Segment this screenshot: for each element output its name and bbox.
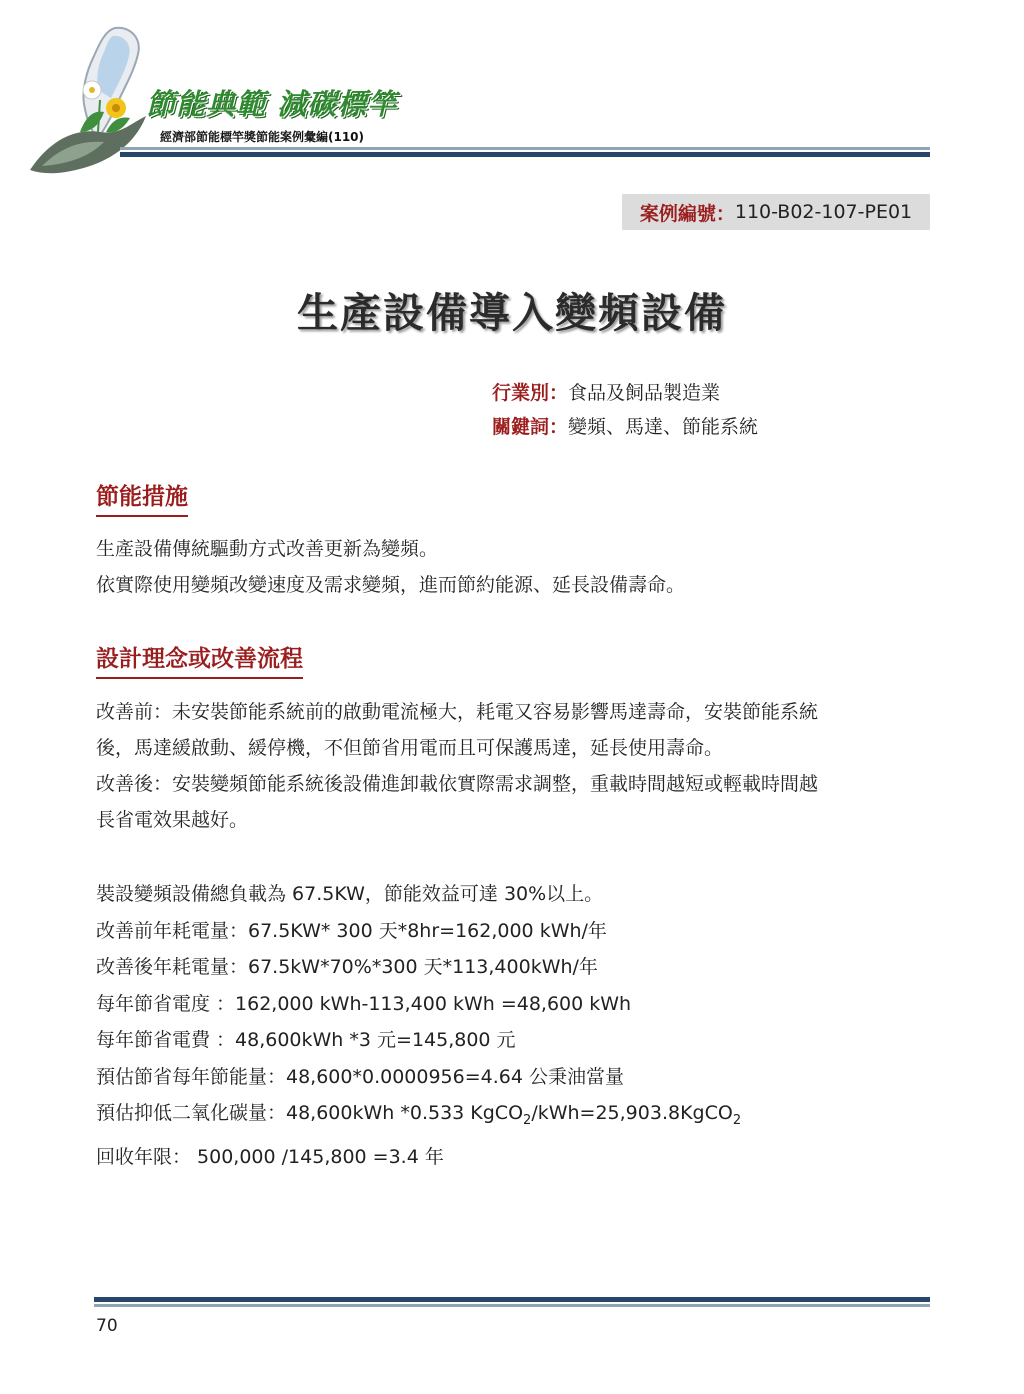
calc-after: 改善後年耗電量：67.5kW*70%*300 天*113,400kWh/年 (96, 956, 598, 978)
page-title: 生產設備導入變頻設備 (297, 289, 727, 337)
case-number-value: 110-B02-107-PE01 (734, 201, 913, 223)
calc-total-load: 裝設變頻設備總負載為 67.5KW，節能效益可達 30%以上。 (96, 883, 604, 905)
footer-divider-dark (94, 1297, 930, 1302)
design-paragraph (96, 694, 936, 838)
header-divider-light (120, 147, 930, 150)
section-heading-measures: 節能措施 (96, 478, 188, 517)
case-number-box (622, 194, 930, 230)
paragraph-line: 後，馬達緩啟動、緩停機，不但節省用電而且可保護馬達，延長使用壽命。 (96, 737, 724, 759)
calc-saving-cost: 每年節省電費 ：48,600kWh *3 元=145,800 元 (96, 1029, 516, 1051)
keywords-row (492, 412, 758, 439)
case-number-label: 案例編號： (639, 202, 735, 225)
calc-co2-mid: /kWh=25,903.8KgCO (531, 1102, 733, 1124)
industry-row (492, 378, 720, 405)
header-divider-dark (120, 152, 930, 157)
calc-before: 改善前年耗電量：67.5KW* 300 天*8hr=162,000 kWh/年 (96, 919, 607, 942)
paragraph-line: 生產設備傳統驅動方式改善更新為變頻。 (96, 538, 439, 560)
page-number: 70 (96, 1316, 118, 1336)
calculation-list (96, 876, 936, 1176)
calc-co2-prefix: 預估抑低二氧化碳量：48,600kWh *0.533 KgCO (96, 1102, 524, 1124)
paragraph-line: 依實際使用變頻改變速度及需求變頻，進而節約能源、延長設備壽命。 (96, 574, 686, 596)
paragraph-line: 改善前：未安裝節能系統前的啟動電流極大，耗電又容易影響馬達壽命，安裝節能系統 (96, 701, 819, 723)
brand-title: 節能典範 減碳標竿 (146, 87, 398, 121)
calc-co2-sub: 2 (523, 1112, 532, 1128)
calc-energy-saving: 預估節省每年節能量：48,600*0.0000956=4.64 公秉油當量 (96, 1065, 624, 1088)
section-heading-design: 設計理念或改善流程 (96, 640, 303, 679)
paragraph-line: 長省電效果越好。 (96, 809, 249, 831)
footer-divider-light (94, 1304, 930, 1307)
calc-co2 (96, 1095, 936, 1139)
keywords-label: 關鍵詞： (492, 416, 569, 438)
calc-payback: 回收年限： 500,000 /145,800 =3.4 年 (96, 1146, 444, 1169)
paragraph-line: 改善後：安裝變頻節能系統後設備進卸載依實際需求調整，重載時間越短或輕載時間越 (96, 773, 819, 795)
calc-saving-kwh: 每年節省電度 ：162,000 kWh-113,400 kWh =48,600 kWh (96, 992, 632, 1015)
keywords-value: 變頻、馬達、節能系統 (568, 416, 759, 438)
calc-co2-sub: 2 (732, 1112, 742, 1128)
industry-label: 行業別： (492, 382, 569, 404)
industry-value: 食品及飼品製造業 (568, 382, 721, 404)
brand-subtitle: 經濟部節能標竿獎節能案例彙編(110) (160, 130, 365, 144)
measures-paragraph (96, 531, 936, 603)
